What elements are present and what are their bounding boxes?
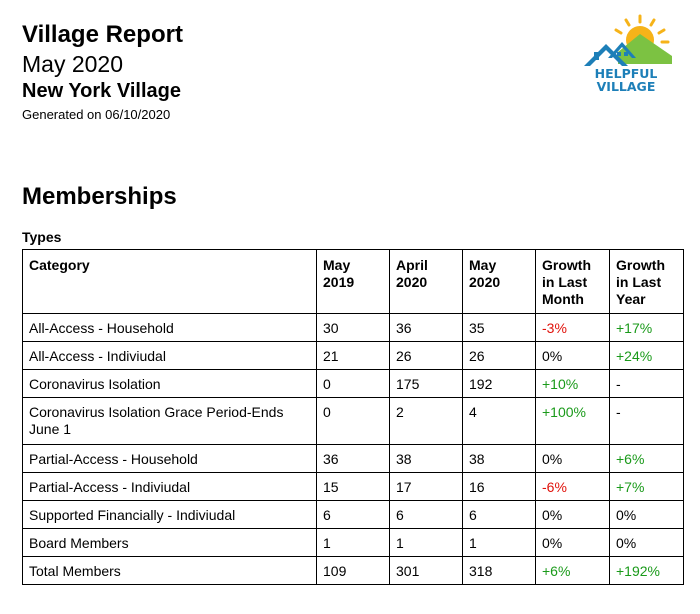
- growth-year-cell: +6%: [610, 445, 684, 473]
- category-cell: Partial-Access - Indiviudal: [23, 473, 317, 501]
- category-cell: Coronavirus Isolation Grace Period-Ends June 1: [23, 398, 317, 445]
- table-row: [23, 529, 684, 557]
- may-2020-cell: 4: [463, 398, 536, 445]
- table-row: [23, 314, 684, 342]
- growth-year-cell: 0%: [610, 529, 684, 557]
- memberships-heading: Memberships: [22, 183, 177, 210]
- growth-month-cell: +100%: [536, 398, 610, 445]
- report-title: Village Report: [22, 21, 183, 48]
- may-2020-cell: 1: [463, 529, 536, 557]
- april-2020-cell: 26: [390, 342, 463, 370]
- may-2020-cell: 26: [463, 342, 536, 370]
- types-subheading: Types: [22, 229, 62, 245]
- growth-month-cell: 0%: [536, 342, 610, 370]
- may-2020-cell: 16: [463, 473, 536, 501]
- growth-year-cell: +24%: [610, 342, 684, 370]
- growth-year-cell: 0%: [610, 501, 684, 529]
- may-2020-cell: 38: [463, 445, 536, 473]
- april-2020-cell: 6: [390, 501, 463, 529]
- growth-year-cell: -: [610, 398, 684, 445]
- logo-line1: HELPFUL: [594, 66, 658, 81]
- may-2020-cell: 6: [463, 501, 536, 529]
- april-2020-cell: 175: [390, 370, 463, 398]
- april-2020-cell: 38: [390, 445, 463, 473]
- table-row: [23, 445, 684, 473]
- may-2019-cell: 36: [317, 445, 390, 473]
- table-header-row: [23, 250, 684, 314]
- may-2019-cell: 0: [317, 370, 390, 398]
- growth-year-cell: -: [610, 370, 684, 398]
- table-row: [23, 370, 684, 398]
- growth-year-cell: +17%: [610, 314, 684, 342]
- growth-month-cell: -6%: [536, 473, 610, 501]
- may-2019-cell: 21: [317, 342, 390, 370]
- may-2020-cell: 318: [463, 557, 536, 585]
- may-2019-cell: 0: [317, 398, 390, 445]
- may-2020-cell: 35: [463, 314, 536, 342]
- column-header: May 2020: [463, 250, 536, 314]
- column-header: April 2020: [390, 250, 463, 314]
- may-2019-cell: 109: [317, 557, 390, 585]
- column-header: May 2019: [317, 250, 390, 314]
- growth-month-cell: 0%: [536, 529, 610, 557]
- growth-year-cell: +7%: [610, 473, 684, 501]
- table-row: [23, 557, 684, 585]
- column-header: Growth in Last Month: [536, 250, 610, 314]
- growth-month-cell: +10%: [536, 370, 610, 398]
- growth-month-cell: 0%: [536, 501, 610, 529]
- growth-month-cell: -3%: [536, 314, 610, 342]
- may-2019-cell: 15: [317, 473, 390, 501]
- table-body: [23, 314, 684, 585]
- column-header: Category: [23, 250, 317, 314]
- category-cell: Coronavirus Isolation: [23, 370, 317, 398]
- april-2020-cell: 301: [390, 557, 463, 585]
- table-row: [23, 342, 684, 370]
- april-2020-cell: 17: [390, 473, 463, 501]
- growth-month-cell: +6%: [536, 557, 610, 585]
- report-header: [22, 20, 183, 125]
- column-header: Growth in Last Year: [610, 250, 684, 314]
- category-cell: Partial-Access - Household: [23, 445, 317, 473]
- growth-year-cell: +192%: [610, 557, 684, 585]
- may-2019-cell: 1: [317, 529, 390, 557]
- table-row: [23, 501, 684, 529]
- helpful-village-logo: [580, 12, 672, 96]
- table-row: [23, 473, 684, 501]
- may-2019-cell: 30: [317, 314, 390, 342]
- memberships-table: [22, 249, 684, 585]
- april-2020-cell: 1: [390, 529, 463, 557]
- category-cell: Supported Financially - Indiviudal: [23, 501, 317, 529]
- generated-date: Generated on 06/10/2020: [22, 107, 171, 122]
- may-2019-cell: 6: [317, 501, 390, 529]
- april-2020-cell: 36: [390, 314, 463, 342]
- report-period: May 2020: [22, 51, 124, 77]
- may-2020-cell: 192: [463, 370, 536, 398]
- logo-line2: VILLAGE: [596, 79, 656, 94]
- table-row: [23, 398, 684, 445]
- category-cell: All-Access - Household: [23, 314, 317, 342]
- category-cell: All-Access - Indiviudal: [23, 342, 317, 370]
- village-name: New York Village: [22, 80, 181, 102]
- growth-month-cell: 0%: [536, 445, 610, 473]
- april-2020-cell: 2: [390, 398, 463, 445]
- category-cell: Total Members: [23, 557, 317, 585]
- category-cell: Board Members: [23, 529, 317, 557]
